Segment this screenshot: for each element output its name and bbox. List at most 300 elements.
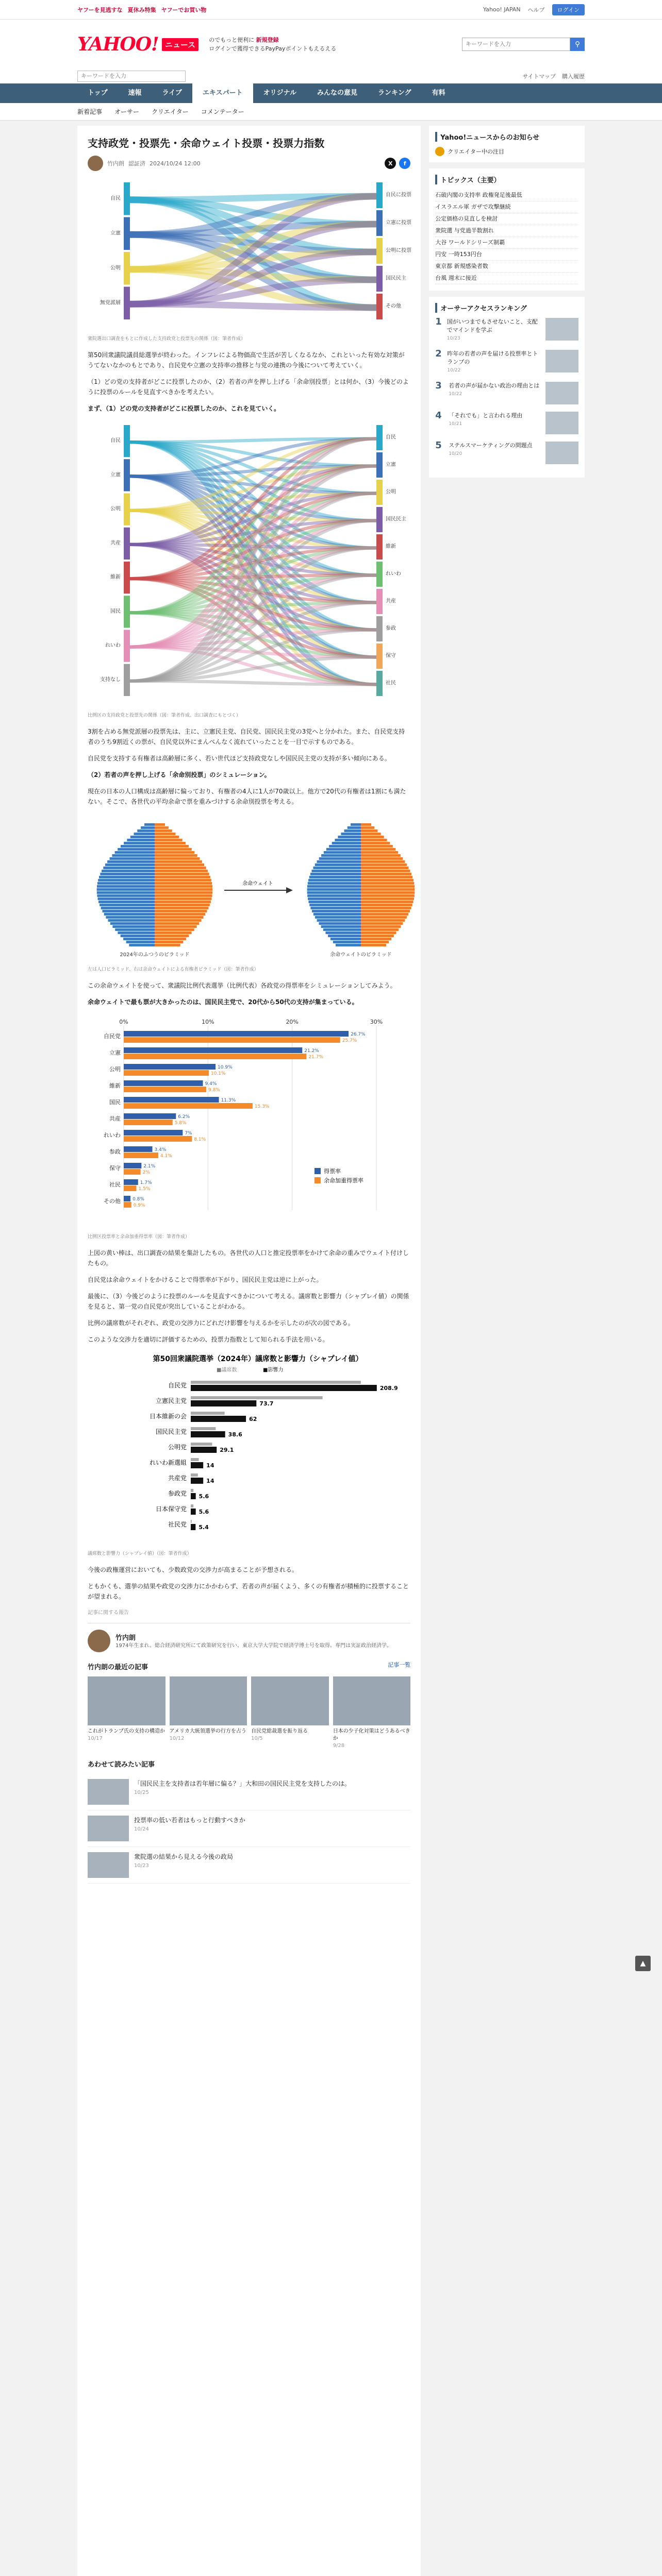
bar-value-label: 208.9 xyxy=(379,1385,398,1392)
figure-caption-3: 左は人口ピラミッド、右は余命ウェイトによる有権者ピラミッド（図：筆者作成） xyxy=(88,967,259,972)
pyramid-left-female-bar xyxy=(155,854,197,857)
pyramid-right-male-bar xyxy=(338,836,361,838)
topic-item[interactable]: 石破内閣の支持率 政権発足後最低 xyxy=(435,190,578,201)
figure-caption-4: 比例区投票率と余命加重得票率（図：筆者作成） xyxy=(88,1234,190,1240)
sankey-right-label: れいわ xyxy=(386,571,401,577)
pyramid-right-male-bar xyxy=(330,938,361,940)
topbar-link-3[interactable]: ヤフーでお買い物 xyxy=(161,6,207,13)
author-name[interactable]: 竹内朗 xyxy=(107,160,124,167)
pyramid-right-female-bar xyxy=(361,919,405,922)
topic-item[interactable]: 大谷 ワールドシリーズ制覇 xyxy=(435,237,578,249)
pyramid-right-male-bar xyxy=(312,910,361,912)
paragraph-13: ともかくも、選挙の結果や政党の交渉力にかかわらず、若者の声が届くよう、多くの有権者が積極的に投票することが望まれる。 xyxy=(88,1583,409,1600)
bar-value-label: 0.9% xyxy=(133,1203,145,1208)
figure-caption-5: 議席数と影響力（シャプレイ値）（図：筆者作成） xyxy=(88,1551,192,1556)
report-link[interactable]: 記事に関する報告 xyxy=(88,1610,129,1616)
bar-weighted xyxy=(124,1202,131,1208)
nav-original[interactable]: オリジナル xyxy=(263,89,296,97)
pyramid-left-male-bar xyxy=(100,904,155,906)
paragraph-10: 比例の議席数がそれぞれ、政党の交渉力にどれだけ影響を与えるかを示したのが次の図である。 xyxy=(88,1319,354,1327)
pyramid-left-female-bar xyxy=(155,879,211,882)
rank-thumb xyxy=(545,350,578,372)
paragraph-11: このような交渉力を適切に評価するための、投票力指数として知られる手法を用いる。 xyxy=(88,1336,329,1343)
pyramid-right-male-bar xyxy=(315,916,361,919)
pyramid-left-male-bar xyxy=(104,913,155,916)
pyramid-left-male-bar xyxy=(137,829,155,832)
ranking-item[interactable] xyxy=(435,318,578,343)
pyramid-right-female-bar xyxy=(361,867,409,869)
pyramid-left-female-bar xyxy=(155,941,183,943)
bar-shapley xyxy=(191,1400,256,1406)
topic-item[interactable]: 台風 週末に接近 xyxy=(435,273,578,284)
pyramid-left-male-bar xyxy=(115,928,155,931)
sankey-left-node xyxy=(124,494,130,526)
pyramid-right-female-bar xyxy=(361,891,415,894)
pyramid-left-female-bar xyxy=(155,860,202,863)
topbar-help-link[interactable]: ヘルプ xyxy=(527,6,545,13)
top-bar xyxy=(0,0,662,20)
bar-seats xyxy=(191,1427,216,1430)
bar-value-label: 1.7% xyxy=(140,1180,152,1185)
bar-seats xyxy=(191,1443,212,1446)
rank-date: 10/22 xyxy=(449,392,462,397)
more-articles-link[interactable]: 記事一覧 xyxy=(388,1661,411,1668)
recent-card-date: 10/5 xyxy=(251,1736,263,1741)
pyramid-left-female-bar xyxy=(155,910,207,912)
related-date: 10/25 xyxy=(134,1790,149,1795)
sankey-right-label: 自民に投票 xyxy=(386,192,411,198)
bar-value-label: 21.7% xyxy=(308,1055,324,1060)
nav-top[interactable]: トップ xyxy=(88,89,108,97)
pyramid-right-male-bar xyxy=(319,922,361,925)
pyramid-right-male-bar xyxy=(344,829,361,832)
sankey-right-node xyxy=(376,210,383,236)
category-label: 立憲民主党 xyxy=(155,1397,187,1404)
ranking-item[interactable] xyxy=(435,382,578,404)
recent-card-date: 10/17 xyxy=(88,1736,103,1741)
related-thumb xyxy=(88,1779,129,1805)
pyramid-left-male-bar xyxy=(99,876,155,878)
related-item[interactable] xyxy=(88,1774,410,1810)
pyramid-left-female-bar xyxy=(155,857,200,860)
topic-item[interactable]: 公定価格の見直しを検討 xyxy=(435,213,578,225)
pyramid-right-female-bar xyxy=(361,901,413,903)
yahoo-logo[interactable] xyxy=(77,33,198,55)
pyramid-left-male-bar xyxy=(107,860,155,863)
bar-raw xyxy=(124,1146,153,1152)
bar-shapley xyxy=(191,1416,246,1422)
bar-weighted xyxy=(124,1070,209,1076)
sankey-left-label: 公明 xyxy=(110,506,121,512)
paragraph-3: 3割を占める無党派層の投票先は、主に、立憲民主党、自民党、国民民主党の3党へと分かれた。また、自民党支持者のうち9割近くの票が、自民党以外にまんべんなく流れていったことを一目で示すものである。 xyxy=(88,728,405,745)
rank-thumb xyxy=(545,318,578,341)
sankey-right-node xyxy=(376,507,383,532)
related-title-text: 投票率の低い若者はもっと行動すべきか xyxy=(134,1817,245,1824)
sankey-right-label: 社民 xyxy=(386,680,396,686)
article-date: 2024/10/24 12:00 xyxy=(150,160,201,167)
sankey-left-node xyxy=(124,217,130,250)
nav-paid[interactable]: 有料 xyxy=(432,89,445,97)
pyramid-right-female-bar xyxy=(361,842,390,844)
global-nav xyxy=(0,83,662,103)
recent-card-date: 9/28 xyxy=(333,1743,345,1749)
bar-weighted xyxy=(124,1054,306,1059)
bar-raw xyxy=(124,1080,203,1086)
sankey-right-label: 共産 xyxy=(386,598,396,604)
rank-date: 10/20 xyxy=(449,451,462,456)
pyramid-right-female-bar xyxy=(361,863,407,866)
pyramid-right-male-bar xyxy=(336,944,361,946)
pyramid-left-female-bar xyxy=(155,823,165,826)
sankey-right-node xyxy=(376,238,383,264)
bar-weighted xyxy=(124,1087,206,1092)
scroll-top-button[interactable]: ▲ xyxy=(635,1956,651,1971)
topbar-yahoo-link[interactable]: Yahoo! JAPAN xyxy=(483,6,521,13)
topic-item[interactable]: イスラエル軍 ガザで攻撃継続 xyxy=(435,201,578,213)
sankey-chart-2 xyxy=(88,420,410,710)
sankey-left-node xyxy=(124,459,130,491)
pyramid-left-male-bar xyxy=(129,944,155,946)
recent-card[interactable] xyxy=(170,1676,247,1750)
pyramid-left-male-bar xyxy=(121,935,155,937)
ranking-item[interactable] xyxy=(435,442,578,464)
pyramid-right-male-bar xyxy=(328,935,361,937)
pyramid-right-male-bar xyxy=(326,848,361,851)
category-label: 日本保守党 xyxy=(155,1505,187,1513)
pyramid-left-male-bar xyxy=(124,842,155,844)
legend-swatch xyxy=(315,1177,321,1183)
heading-2: （2）若者の声を押し上げる「余命別投票」のシミュレーション。 xyxy=(88,771,271,778)
bar-raw xyxy=(124,1113,176,1119)
related-thumb xyxy=(88,1852,129,1878)
topics-box xyxy=(429,168,585,291)
pyramid-right-female-bar xyxy=(361,928,399,931)
legend-label: 余命加重得票率 xyxy=(324,1177,363,1184)
pyramid-right-male-bar xyxy=(309,904,361,906)
bar-value-label: 3.4% xyxy=(154,1147,167,1153)
notice-title: Yahoo!ニュースからのお知らせ xyxy=(435,132,578,142)
pyramid-right-male-bar xyxy=(321,854,361,857)
legend-label: 得票率 xyxy=(324,1168,341,1175)
pyramid-left-female-bar xyxy=(155,870,208,872)
pyramid-left-female-bar xyxy=(155,848,192,851)
topic-item[interactable]: 東京都 新規感染者数 xyxy=(435,261,578,273)
bar-weighted xyxy=(124,1103,253,1109)
paragraph-12: 今後の政権運営においても、少数政党の交渉力が高まることが予想される。 xyxy=(88,1566,299,1573)
recent-thumb xyxy=(251,1676,329,1725)
rank-date: 10/21 xyxy=(449,421,462,427)
pyramid-left-female-bar xyxy=(155,894,212,897)
pyramid-left-male-bar xyxy=(118,848,155,851)
bar-value-label: 10.9% xyxy=(218,1065,233,1070)
pyramid-arrow-label: 余命ウェイト xyxy=(242,881,273,887)
bar-raw xyxy=(124,1196,130,1201)
pyramid-left-female-bar xyxy=(155,907,208,909)
pyramid-right-female-bar xyxy=(361,833,381,835)
pyramid-right-male-bar xyxy=(307,891,361,894)
pyramid-right-female-bar xyxy=(361,826,374,829)
topbar-link-1[interactable]: ヤフーを見逃すな xyxy=(77,6,123,13)
arrow-head-icon xyxy=(286,887,293,893)
pyramid-left-female-bar xyxy=(155,904,210,906)
bar-weighted xyxy=(124,1153,158,1158)
sankey-left-node xyxy=(124,425,130,457)
nav-sokuho[interactable]: 速報 xyxy=(128,89,142,97)
paragraph-7: 上図の黄い棒は、出口調査の結果を集計したもの。各世代の人口と推定投票率をかけて余命の重みでウェイト付けしたもの。 xyxy=(88,1249,409,1267)
bar-value-label: 2.1% xyxy=(143,1164,156,1169)
sankey-left-label: 自民 xyxy=(110,438,121,444)
pyramid-left-male-bar xyxy=(127,839,155,841)
sankey-right-node xyxy=(376,562,383,587)
nav-live[interactable]: ライブ xyxy=(162,89,182,97)
pyramid-left-male-bar xyxy=(103,867,155,869)
sankey-right-node xyxy=(376,294,383,319)
recent-card[interactable] xyxy=(88,1676,166,1750)
pyramid-left-female-bar xyxy=(155,931,192,934)
topic-item[interactable]: 円安 一時153円台 xyxy=(435,249,578,261)
category-label: 維新 xyxy=(109,1082,121,1089)
paragraph-5: 現在の日本の人口構成は高齢層に偏っており、有権者の4人に1人が70歳以上。他方で20代の有権者は1割にも満たない。そこで、各世代の平均余命で票を重みづけする余命別投票を考える。 xyxy=(88,788,406,805)
history-link[interactable]: 購入履歴 xyxy=(562,73,585,80)
recent-thumb xyxy=(333,1676,411,1725)
legend-shapley: ■影響力 xyxy=(263,1367,284,1373)
rank-number: 4 xyxy=(435,410,442,421)
login-button[interactable]: ログイン xyxy=(552,4,585,15)
search-icon[interactable]: ⚲ xyxy=(570,38,585,51)
pyramid-left-male-bar xyxy=(115,851,155,854)
bar-raw xyxy=(124,1031,349,1037)
pyramid-right-male-bar xyxy=(335,839,361,841)
pyramid-left-female-bar xyxy=(155,928,194,931)
topic-item[interactable]: 衆院選 与党過半数割れ xyxy=(435,225,578,237)
bar-weighted xyxy=(124,1136,192,1142)
recent-card-title: 日本の少子化対策はどうあるべきか xyxy=(333,1728,410,1741)
pyramid-left-female-bar xyxy=(155,935,189,937)
rank-number: 3 xyxy=(435,380,442,391)
pyramid-left-male-bar xyxy=(110,922,155,925)
profile-avatar[interactable] xyxy=(88,1630,110,1652)
recent-card-title: 自民党総裁選を振り返る xyxy=(251,1728,308,1734)
bar-seats xyxy=(191,1504,193,1507)
pyramid-left-female-bar xyxy=(155,925,197,928)
facebook-share-icon[interactable]: f xyxy=(399,158,410,169)
profile-name[interactable]: 竹内朗 xyxy=(115,1634,136,1642)
related-thumb xyxy=(88,1816,129,1841)
sankey-left-label: 公明 xyxy=(110,265,121,271)
bar-value-label: 11.3% xyxy=(221,1098,236,1103)
recent-cards xyxy=(88,1676,410,1750)
pyramid-left-female-bar xyxy=(155,888,212,891)
bar-raw xyxy=(124,1064,216,1070)
ranking-item[interactable] xyxy=(435,350,578,375)
nav-opinion[interactable]: みんなの意見 xyxy=(317,89,357,97)
pyramid-right-female-bar xyxy=(361,888,415,891)
logo-text: YAHOO! xyxy=(77,33,159,55)
bar-weighted xyxy=(124,1185,137,1191)
bar-value-label: 1.5% xyxy=(138,1187,151,1192)
pyramid-left-male-bar xyxy=(97,885,155,888)
category-label: その他 xyxy=(104,1198,121,1205)
category-label: 社民 xyxy=(109,1181,121,1188)
pyramid-right-male-bar xyxy=(317,860,361,863)
heading-1: まず、（1）どの党の支持者がどこに投票したのか、これを見ていく。 xyxy=(88,405,280,412)
sankey-right-label: 国民民主 xyxy=(386,516,406,522)
sankey-flow xyxy=(130,304,376,308)
pyramid-left-male-bar xyxy=(134,833,155,835)
pyramid-right-male-bar xyxy=(310,907,361,909)
sankey-right-label: 維新 xyxy=(386,544,396,550)
promo-text xyxy=(209,36,336,53)
related-date: 10/24 xyxy=(134,1826,149,1832)
pyramid-left-male-bar xyxy=(97,888,155,891)
pyramid-right-female-bar xyxy=(361,845,393,848)
bar-shapley xyxy=(191,1431,225,1437)
bar-value-label: 2% xyxy=(142,1170,150,1175)
bar-shapley xyxy=(191,1509,196,1515)
sankey-right-label: 参政 xyxy=(386,625,396,632)
pyramid-left-male-bar xyxy=(141,826,155,829)
paragraph-9: 最後に、（3）今後どのように投票のルールを見直すべきかについて考える。議席数と影響力（シャプレイ値）の関係を見ると、第一党の自民党が突出していることがわかる。 xyxy=(88,1293,409,1310)
sankey-right-label: 立憲に投票 xyxy=(386,220,411,226)
sankey-left-node xyxy=(124,664,130,696)
rank-title: 国がいつまでもさせないこと、支配でマインドを学ぶ xyxy=(446,318,538,333)
pyramid-right-male-bar xyxy=(333,941,361,943)
bar-value-label: 4.1% xyxy=(160,1154,172,1159)
article-title: 支持政党・投票先・余命ウェイト投票・投票力指数 xyxy=(88,137,325,149)
pyramid-left-female-bar xyxy=(155,826,169,829)
x-tick-label: 20% xyxy=(286,1019,299,1025)
pyramid-right-female-bar xyxy=(361,860,405,863)
pyramid-left-male-bar xyxy=(97,891,155,894)
pyramid-right-female-bar xyxy=(361,913,408,916)
paragraph-1: 第50回衆議院議員総選挙が終わった。インフレによる物価高で生活が苦しくなるなか、これといった有効な対策がうてないなかのもとであり、自民党や立憲の支持率の推移と与党の連携の今後について考えていく。 xyxy=(88,351,405,369)
heading-3: 余命ウェイトで最も票が大きかったのは、国民民主党で、20代から50代の支持が集まっている。 xyxy=(88,998,358,1006)
sankey-left-label: 立憲 xyxy=(110,230,121,236)
bar-value-label: 14 xyxy=(206,1462,214,1469)
pyramid-left-female-bar xyxy=(155,897,211,900)
sitemap-link[interactable]: サイトマップ xyxy=(522,73,556,80)
pyramid-right-male-bar xyxy=(324,851,361,854)
sankey-left-label: 維新 xyxy=(110,574,121,581)
signup-link[interactable]: 新規登録 xyxy=(256,37,279,43)
pyramid-left-male-bar xyxy=(112,925,155,928)
pyramid-left-male-bar xyxy=(110,857,155,860)
recent-card[interactable] xyxy=(333,1676,411,1750)
creator-link-label: クリエイター中の注目 xyxy=(448,148,505,155)
pyramid-left-female-bar xyxy=(155,833,175,835)
pyramid-right-male-bar xyxy=(311,870,361,872)
sankey-right-label: 自民 xyxy=(386,434,396,440)
pyramid-right-male-bar xyxy=(308,897,361,900)
related-item[interactable] xyxy=(88,1810,410,1847)
pyramid-right-male-bar xyxy=(347,826,361,829)
category-label: 参政 xyxy=(109,1148,121,1155)
bar-seats xyxy=(191,1381,361,1384)
creator-link[interactable] xyxy=(435,147,578,156)
pyramid-left-female-bar xyxy=(155,851,194,854)
pyramid-right-male-bar xyxy=(307,885,361,888)
x-share-icon[interactable]: X xyxy=(385,158,396,169)
pyramid-right-female-bar xyxy=(361,894,415,897)
nav-ranking[interactable]: ランキング xyxy=(378,89,411,97)
pyramid-left-label: 2024年のふつうのピラミッド xyxy=(120,952,190,958)
subnav-commentator[interactable]: コメンテーター xyxy=(201,108,244,115)
sankey-left-node xyxy=(124,562,130,594)
pyramid-right-female-bar xyxy=(361,907,411,909)
legend-swatch xyxy=(315,1168,321,1174)
notice-box xyxy=(429,126,585,162)
bar-value-label: 14 xyxy=(206,1478,214,1484)
pyramid-right-female-bar xyxy=(361,829,377,832)
subnav-author[interactable]: オーサー xyxy=(114,108,140,115)
bar-value-label: 5.6 xyxy=(198,1509,209,1515)
pyramid-right-male-bar xyxy=(323,928,361,931)
sankey-left-label: 自民 xyxy=(110,195,121,201)
recent-card[interactable] xyxy=(251,1676,329,1750)
recent-card-title: アメリカ大統領選挙の行方を占う xyxy=(169,1728,246,1734)
bar-chart-shapley xyxy=(88,1351,410,1549)
pyramid-left-male-bar xyxy=(97,894,155,897)
subnav-new[interactable]: 新着記事 xyxy=(77,108,103,115)
ranking-item[interactable] xyxy=(435,412,578,434)
figure-caption-1: 衆院選出口調査をもとに作成した支持政党と投票先の関係（図：筆者作成） xyxy=(88,336,246,342)
sankey-right-node xyxy=(376,452,383,478)
news-badge: ニュース xyxy=(162,38,198,51)
sankey-left-node xyxy=(124,182,130,215)
sankey-left-label: 共産 xyxy=(110,540,121,546)
topbar-link-2[interactable]: 夏休み特集 xyxy=(127,6,156,13)
figure-caption-2: 比例区の支持政党と投票先の関係（図：筆者作成、出口調査にもとづく） xyxy=(88,713,241,718)
bar-value-label: 7% xyxy=(185,1131,192,1136)
sankey-right-label: 立憲 xyxy=(386,462,396,468)
subnav-creator[interactable]: クリエイター xyxy=(152,108,189,115)
pyramid-left-female-bar xyxy=(155,913,205,916)
rank-thumb xyxy=(545,412,578,434)
sankey-right-node xyxy=(376,480,383,505)
bar-chart-vote-share xyxy=(88,1013,410,1232)
pyramid-right-female-bar xyxy=(361,897,414,900)
news-search-input[interactable] xyxy=(77,71,186,82)
pyramid-right-male-bar xyxy=(319,857,361,860)
pyramid-right-female-bar xyxy=(361,879,413,882)
pyramid-left-male-bar xyxy=(108,919,155,922)
pyramid-right-male-bar xyxy=(341,833,361,835)
bar-seats xyxy=(191,1473,198,1477)
bar-value-label: 15.3% xyxy=(254,1104,270,1109)
pyramid-left-male-bar xyxy=(97,882,155,885)
pyramid-right-female-bar xyxy=(361,925,401,928)
pyramid-right-male-bar xyxy=(308,879,361,882)
related-item[interactable] xyxy=(88,1847,410,1884)
sankey-right-node xyxy=(376,616,383,641)
bar-value-label: 10.1% xyxy=(210,1071,226,1076)
nav-expert[interactable]: エキスパート xyxy=(192,83,253,103)
bar-shapley xyxy=(191,1385,377,1391)
bar-shapley xyxy=(191,1478,203,1484)
pyramid-right-male-bar xyxy=(313,913,361,916)
related-title-text: 衆院選の結果から見える今後の政局 xyxy=(134,1853,234,1860)
bar-shapley xyxy=(191,1493,196,1499)
author-avatar[interactable] xyxy=(88,156,103,171)
pyramid-right-male-bar xyxy=(325,931,361,934)
bar-value-label: 21.2% xyxy=(304,1048,319,1054)
sankey-left-node xyxy=(124,252,130,285)
bar-seats xyxy=(191,1412,225,1415)
pyramid-left-female-bar xyxy=(155,885,212,888)
header-search-input[interactable] xyxy=(462,38,570,51)
bar-value-label: 9.4% xyxy=(205,1081,217,1087)
category-label: 自民党 xyxy=(104,1033,121,1040)
